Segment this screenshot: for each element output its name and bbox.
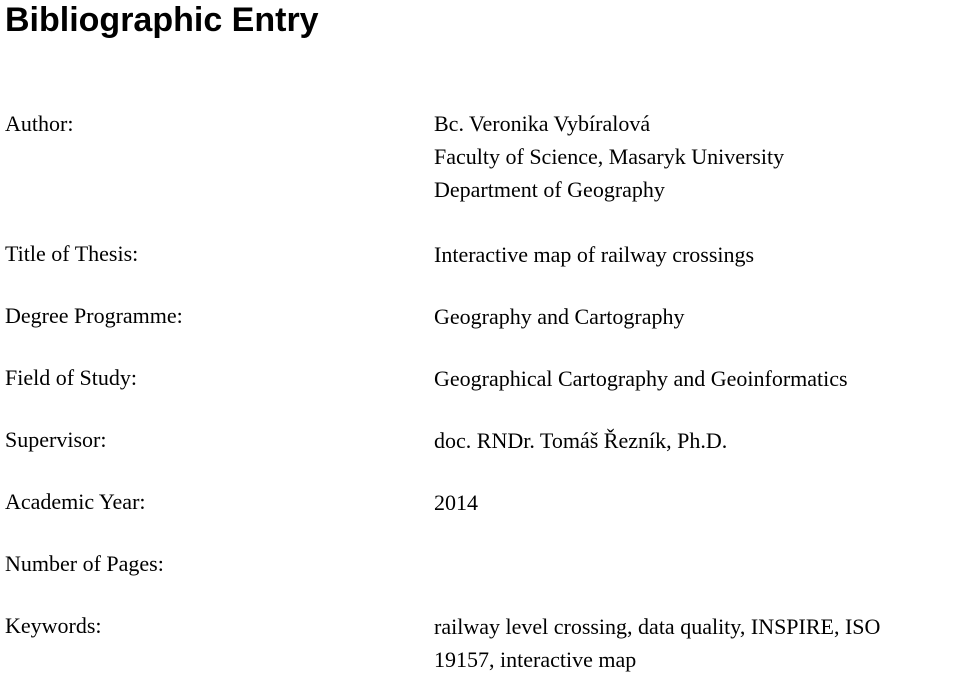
supervisor-label: Supervisor: [5, 427, 107, 452]
degree-programme-value: Geography and Cartography [434, 304, 685, 329]
keywords-line-1: railway level crossing, data quality, INSPIRE, ISO [434, 614, 881, 639]
degree-programme-label: Degree Programme: [5, 303, 183, 328]
supervisor-value: doc. RNDr. Tomáš Řezník, Ph.D. [434, 428, 728, 453]
page-title: Bibliographic Entry [5, 1, 319, 39]
academic-year-value: 2014 [434, 490, 478, 515]
author-name: Bc. Veronika Vybíralová [434, 111, 651, 136]
author-faculty: Faculty of Science, Masaryk University [434, 144, 785, 169]
field-of-study-value: Geographical Cartography and Geoinformatics [434, 366, 848, 391]
thesis-title-label: Title of Thesis: [5, 241, 139, 266]
author-label: Author: [5, 111, 74, 136]
keywords-value [434, 610, 880, 676]
number-of-pages-label: Number of Pages: [5, 551, 164, 576]
thesis-title-value: Interactive map of railway crossings [434, 242, 755, 267]
keywords-line-2: 19157, interactive map [434, 647, 637, 672]
field-of-study-label: Field of Study: [5, 365, 138, 390]
author-value [434, 107, 784, 206]
academic-year-label: Academic Year: [5, 489, 146, 514]
author-department: Department of Geography [434, 177, 665, 202]
keywords-label: Keywords: [5, 613, 102, 638]
